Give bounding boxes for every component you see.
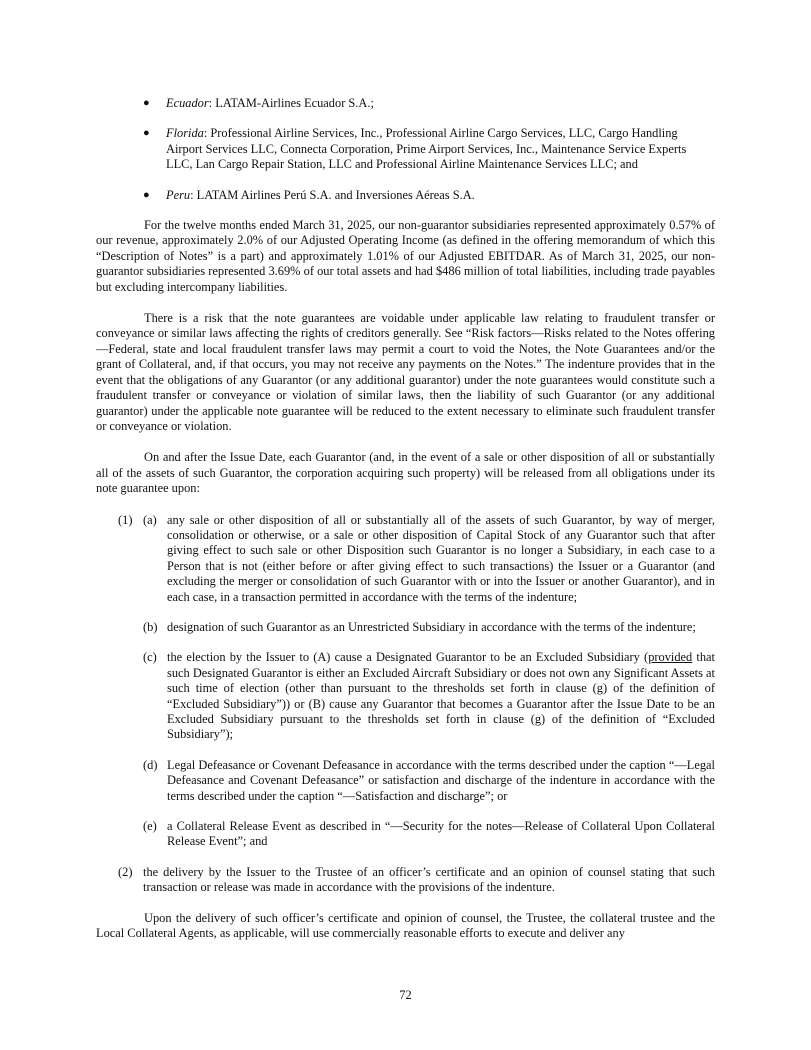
sub-item — [96, 758, 715, 804]
document-page — [96, 96, 715, 957]
list-number: (1) — [118, 512, 133, 527]
sub-item-text: any sale or other disposition of all or substantially all of the assets of such Guarantor, by way of merger, consolidation or otherwise, or a sale or other disposition of Capital Stock of any Guarantor such that after giving effect to such sale or other Disposition such Guarantor is no longer a Subsidiary, in each case to a Person that is not (either before or after giving effect to such transactions) the Issuer or a Guarantor (and excluding the merger or consolidation of such Guarantor with or into the Issuer or another Guarantor), and in each case, in a transaction permitted in accordance with the terms of the indenture; — [167, 512, 715, 604]
list-item — [96, 126, 715, 172]
provided-underlined: provided — [648, 650, 693, 665]
bullet-icon: ● — [143, 188, 150, 201]
paragraph-fraudulent-transfer: There is a risk that the note guarantees are voidable under applicable law relating to fraudulent transfer or conveyance or similar laws affecting the rights of creditors generally. See “Risk factors—Risks related to the Notes offering—Federal, state and local fraudulent transfer laws may permit a court to void the Notes, the Note Guarantees and/or the grant of Collateral, and, if that occurs, you may not receive any payments on the Notes.” The indenture provides that in the event that the obligations of any Guarantor (or any additional guarantor) under the note guarantees would constitute such a fraudulent transfer or conveyance or violation of similar laws, then the liability of such Guarantor (or any additional guarantor) under the applicable note guarantee will be reduced to the extent necessary to eliminate such fraudulent transfer or conveyance or violation. — [96, 311, 715, 433]
sub-item-text-before: the election by the Issuer to (A) cause a Designated Guarantor to be an Excluded Subsidiary ( — [167, 650, 649, 665]
jurisdiction-label: Peru — [166, 187, 191, 202]
paragraph-release: On and after the Issue Date, each Guarantor (and, in the event of a sale or other disposition of all or substantially all of the assets of such Guarantor, the corporation acquiring such property) will be released from all obligations under its note guarantee upon: — [96, 450, 715, 496]
bullet-icon: ● — [143, 97, 150, 109]
bullet-icon: ● — [143, 127, 150, 140]
page-number: 72 — [399, 988, 412, 1002]
sub-item-text: Legal Defeasance or Covenant Defeasance in accordance with the terms described under the caption “—Legal Defeasance and Covenant Defeasance” or satisfaction and discharge of the indenture in accordance with the terms described under the caption “—Satisfaction and discharge”; or — [167, 757, 715, 803]
list-number: (2) — [118, 864, 133, 879]
sub-item-text: designation of such Guarantor as an Unrestricted Subsidiary in accordance with the terms of the indenture; — [167, 619, 696, 634]
sub-item-letter: (d) — [143, 757, 158, 772]
release-condition-2 — [96, 865, 715, 896]
sub-item-letter: (b) — [143, 619, 158, 634]
jurisdiction-label: Florida — [166, 126, 204, 141]
sub-item-text-after: that such Designated Guarantor is either an Excluded Aircraft Subsidiary or does not own any Significant Assets at such time of election (other than pursuant to the thresholds set forth in clause (g) of the definition of “Excluded Subsidiary”)) or (B) cause any Guarantor that becomes a Guarantor after the Issue Date to be an Excluded Subsidiary pursuant to the thresholds set forth in clause (g) of the definition of “Excluded Subsidiary”); — [167, 650, 715, 742]
sub-item-text: a Collateral Release Event as described in “—Security for the notes—Release of Collateral Upon Collateral Release Event”; and — [167, 819, 715, 849]
release-condition-1 — [96, 513, 715, 605]
jurisdiction-text: : Professional Airline Services, Inc., Professional Airline Cargo Services, LLC, Cargo Handling Airport Services LLC, Connecta Corporation, Prime Airport Services, Inc., Maintenance Service Experts LLC, Lan Cargo Repair Station, LLC and Professional Airline Maintenance Services LLC; and — [166, 126, 687, 172]
condition-text: the delivery by the Issuer to the Trustee of an officer’s certificate and an opinion of counsel stating that such transaction or release was made in accordance with the provisions of the indenture. — [143, 864, 715, 895]
jurisdiction-text: : LATAM Airlines Perú S.A. and Inversiones Aéreas S.A. — [190, 187, 475, 202]
sub-item — [96, 819, 715, 850]
paragraph-non-guarantor: For the twelve months ended March 31, 2025, our non-guarantor subsidiaries represented approximately 0.57% of our revenue, approximately 2.0% of our Adjusted Operating Income (as defined in the offering memorandum of which this “Description of Notes” is a part) and approximately 1.01% of our Adjusted EBITDAR. As of March 31, 2025, our non-guarantor subsidiaries represented 3.69% of our total assets and had $486 million of total liabilities, including trade payables but excluding intercompany liabilities. — [96, 218, 715, 294]
subsidiary-list — [96, 96, 715, 203]
jurisdiction-text: : LATAM-Airlines Ecuador S.A.; — [208, 96, 374, 110]
sub-item — [96, 650, 715, 742]
sub-item-letter: (e) — [143, 819, 157, 834]
sub-item — [96, 620, 715, 635]
sub-item-letter: (a) — [143, 512, 157, 527]
jurisdiction-label: Ecuador — [166, 96, 209, 110]
list-item — [96, 188, 715, 203]
list-item — [96, 96, 715, 111]
sub-item — [143, 513, 715, 605]
paragraph-delivery: Upon the delivery of such officer’s certificate and opinion of counsel, the Trustee, the collateral trustee and the Local Collateral Agents, as applicable, will use commercially reasonable efforts to execute and deliver any — [96, 910, 715, 941]
sub-item-letter: (c) — [143, 650, 157, 665]
